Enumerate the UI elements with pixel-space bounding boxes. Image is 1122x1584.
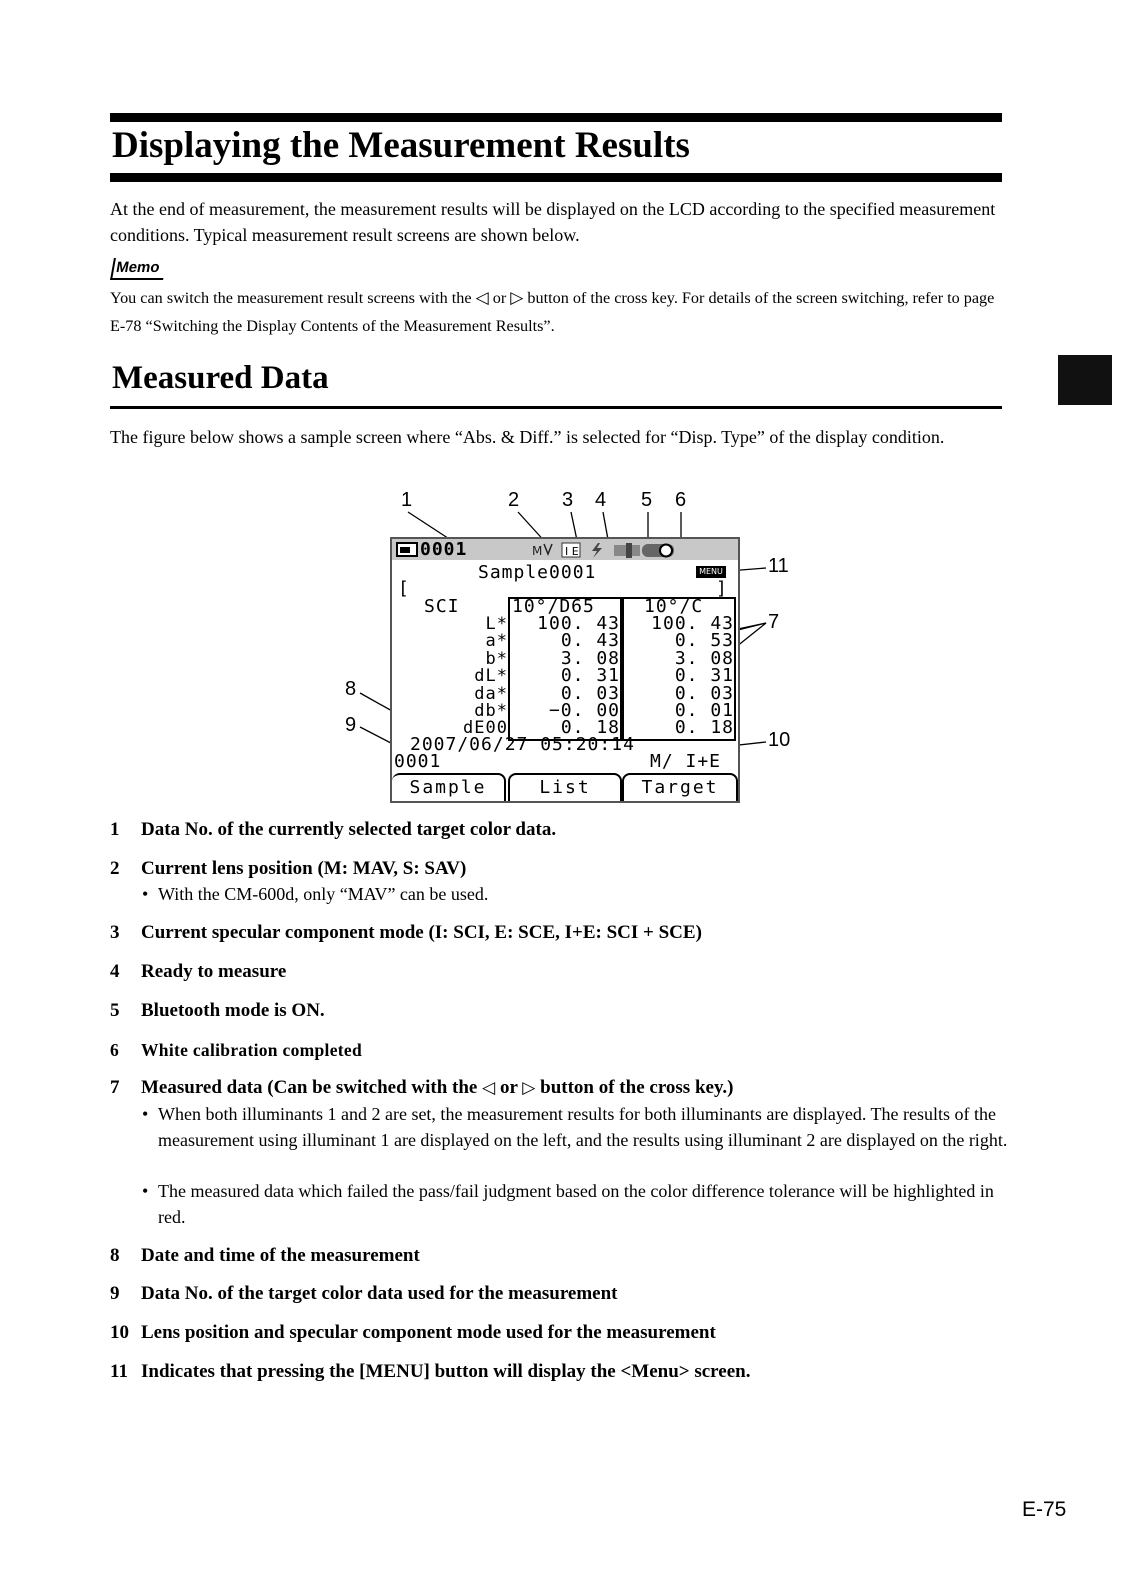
item-text: Ready to measure [141,961,287,982]
item-number: 4 [110,961,120,982]
lcd-tab-list: List [508,773,622,801]
item-or: or [499,1077,518,1098]
lcd-lens-mode: M/ I+E [650,751,722,772]
item-text: Lens position and specular component mode used for the measurement [141,1322,716,1343]
list-item [110,998,1005,1024]
lcd-data-no: 0001 [420,539,468,560]
item-text: Bluetooth mode is ON. [141,1000,325,1021]
lcd-bracket-right: ] [716,578,728,599]
lcd-row-value-1: 0. 43 [560,630,620,652]
right-arrow-icon: ▷ [510,288,524,308]
item-text: Current specular component mode (I: SCI, E: SCE, I+E: SCI + SCE) [141,922,702,943]
lcd-row-value-1: −0. 00 [548,700,620,721]
list-item [110,817,1005,843]
lcd-col1-header: 10°/D65 [512,596,595,617]
target-data-icon [396,542,418,557]
lcd-row-value-2: 0. 31 [674,665,734,687]
callout-3: 3 [562,489,574,511]
item-text: Data No. of the target color data used for the measurement [141,1283,618,1304]
item-text: Indicates that pressing the [MENU] button will display the <Menu> screen. [141,1361,751,1382]
lcd-tab-sample: Sample [392,773,506,801]
lcd-tab-target: Target [622,773,738,801]
lcd-datetime: 2007/06/27 05:20:14 [410,734,635,755]
lcd-row-label: dE00 [463,718,508,739]
lcd-row-value-1: 3. 08 [560,647,620,669]
item-text: button of the cross key.) [540,1077,734,1098]
callout-2: 2 [508,489,520,511]
lcd-target-no: 0001 [394,751,442,772]
svg-text:I E: I E [565,545,579,558]
list-item [110,1281,1005,1307]
left-arrow-icon: ◁ [482,1078,496,1098]
list-item [110,1037,1005,1063]
specular-mode-icon [562,543,580,558]
callout-11: 11 [768,555,789,577]
item-number: 8 [110,1245,120,1266]
item-number: 2 [110,858,120,879]
lcd-row-label: L* [485,614,508,634]
lcd-row-label: da* [474,683,508,704]
section-title: Measured Data [112,360,329,396]
memo-badge: Memo [110,258,167,280]
list-item [110,1075,1005,1101]
item-number: 5 [110,1000,120,1021]
intro-paragraph: At the end of measurement, the measurement results will be displayed on the LCD according to the specified measurement conditions. Typical measurement result screens are shown below. [110,199,996,245]
list-item [110,920,1005,946]
left-arrow-icon: ◁ [475,288,489,308]
page-number: E-75 [1022,1498,1067,1521]
callout-10: 10 [768,729,791,751]
lcd-row-value-2: 3. 08 [674,647,734,669]
item-bullet: • The measured data which failed the pass/fail judgment based on the color difference tolerance will be highlighted in red. [158,1178,1008,1230]
callout-8: 8 [345,678,357,700]
page-title: Displaying the Measurement Results [112,125,690,166]
lcd-row-value-2: 0. 18 [674,717,734,739]
status-icons [530,541,710,559]
item-number: 7 [110,1077,120,1098]
callout-7: 7 [768,611,780,633]
lcd-row-value-2: 0. 03 [674,682,734,704]
lcd-mode: SCI [424,596,460,617]
white-calibration-icon [642,544,674,557]
svg-text:M: M [532,544,543,558]
lcd-sample-name: Sample0001 [478,562,597,583]
lcd-row-value-1: 0. 31 [560,665,620,687]
lcd-row-value-1: 0. 03 [560,682,620,704]
right-arrow-icon: ▷ [522,1078,536,1098]
callout-9: 9 [345,714,357,736]
lcd-row-value-2: 100. 43 [651,613,734,634]
lcd-row-label: a* [485,631,508,652]
ready-to-measure-icon [592,543,602,558]
item-number: 11 [110,1361,128,1382]
item-number: 1 [110,819,120,840]
lcd-col2-header: 10°/C [644,596,704,617]
item-text: Measured data (Can be switched with the [141,1077,478,1098]
callout-5: 5 [641,489,653,511]
list-item [110,1320,1005,1346]
lcd-row-label: b* [485,648,508,669]
item-number: 6 [110,1040,120,1060]
bluetooth-icon [614,543,640,558]
list-item [110,856,1005,882]
callout-4: 4 [595,489,607,511]
lens-position-icon [532,544,552,558]
menu-icon: MENU [696,566,726,578]
item-number: 10 [110,1322,129,1343]
callout-6: 6 [675,489,687,511]
item-text: Date and time of the measurement [141,1245,420,1266]
lcd-row-value-2: 0. 01 [674,700,734,721]
list-item [110,959,1005,985]
item-number: 9 [110,1283,120,1304]
item-bullet: • When both illuminants 1 and 2 are set, the measurement results for both illuminants are displayed. The results of the measurement using illuminant 1 are displayed on the left, and the results using illuminant 2 are displayed on the right. [158,1101,1008,1153]
lcd-bracket-left: [ [398,578,410,599]
lcd-row-value-1: 0. 18 [560,717,620,739]
item-text: Data No. of the currently selected target color data. [141,819,557,840]
lcd-row-value-2: 0. 53 [674,630,734,652]
memo-text: You can switch the measurement result screens with the ◁ or ▷ button of the cross key. For details of the screen switching, refer to page E-78 “Switching the Display Contents of the Measurement Results”. [110,284,1005,340]
lcd-row-label: dL* [474,666,508,687]
item-bullet: • With the CM-600d, only “MAV” can be used. [158,881,1008,907]
list-item [110,1359,1005,1385]
item-text: White calibration completed [141,1040,362,1060]
list-item [110,1243,1005,1269]
callout-1: 1 [401,489,413,511]
item-text: Current lens position (M: MAV, S: SAV) [141,858,467,879]
section-intro: The figure below shows a sample screen where “Abs. & Diff.” is selected for “Disp. Type” of the display condition. [110,427,945,447]
lcd-row-value-1: 100. 43 [537,613,620,634]
item-number: 3 [110,922,120,943]
lcd-row-label: db* [474,701,508,721]
lcd-screen [390,537,740,803]
